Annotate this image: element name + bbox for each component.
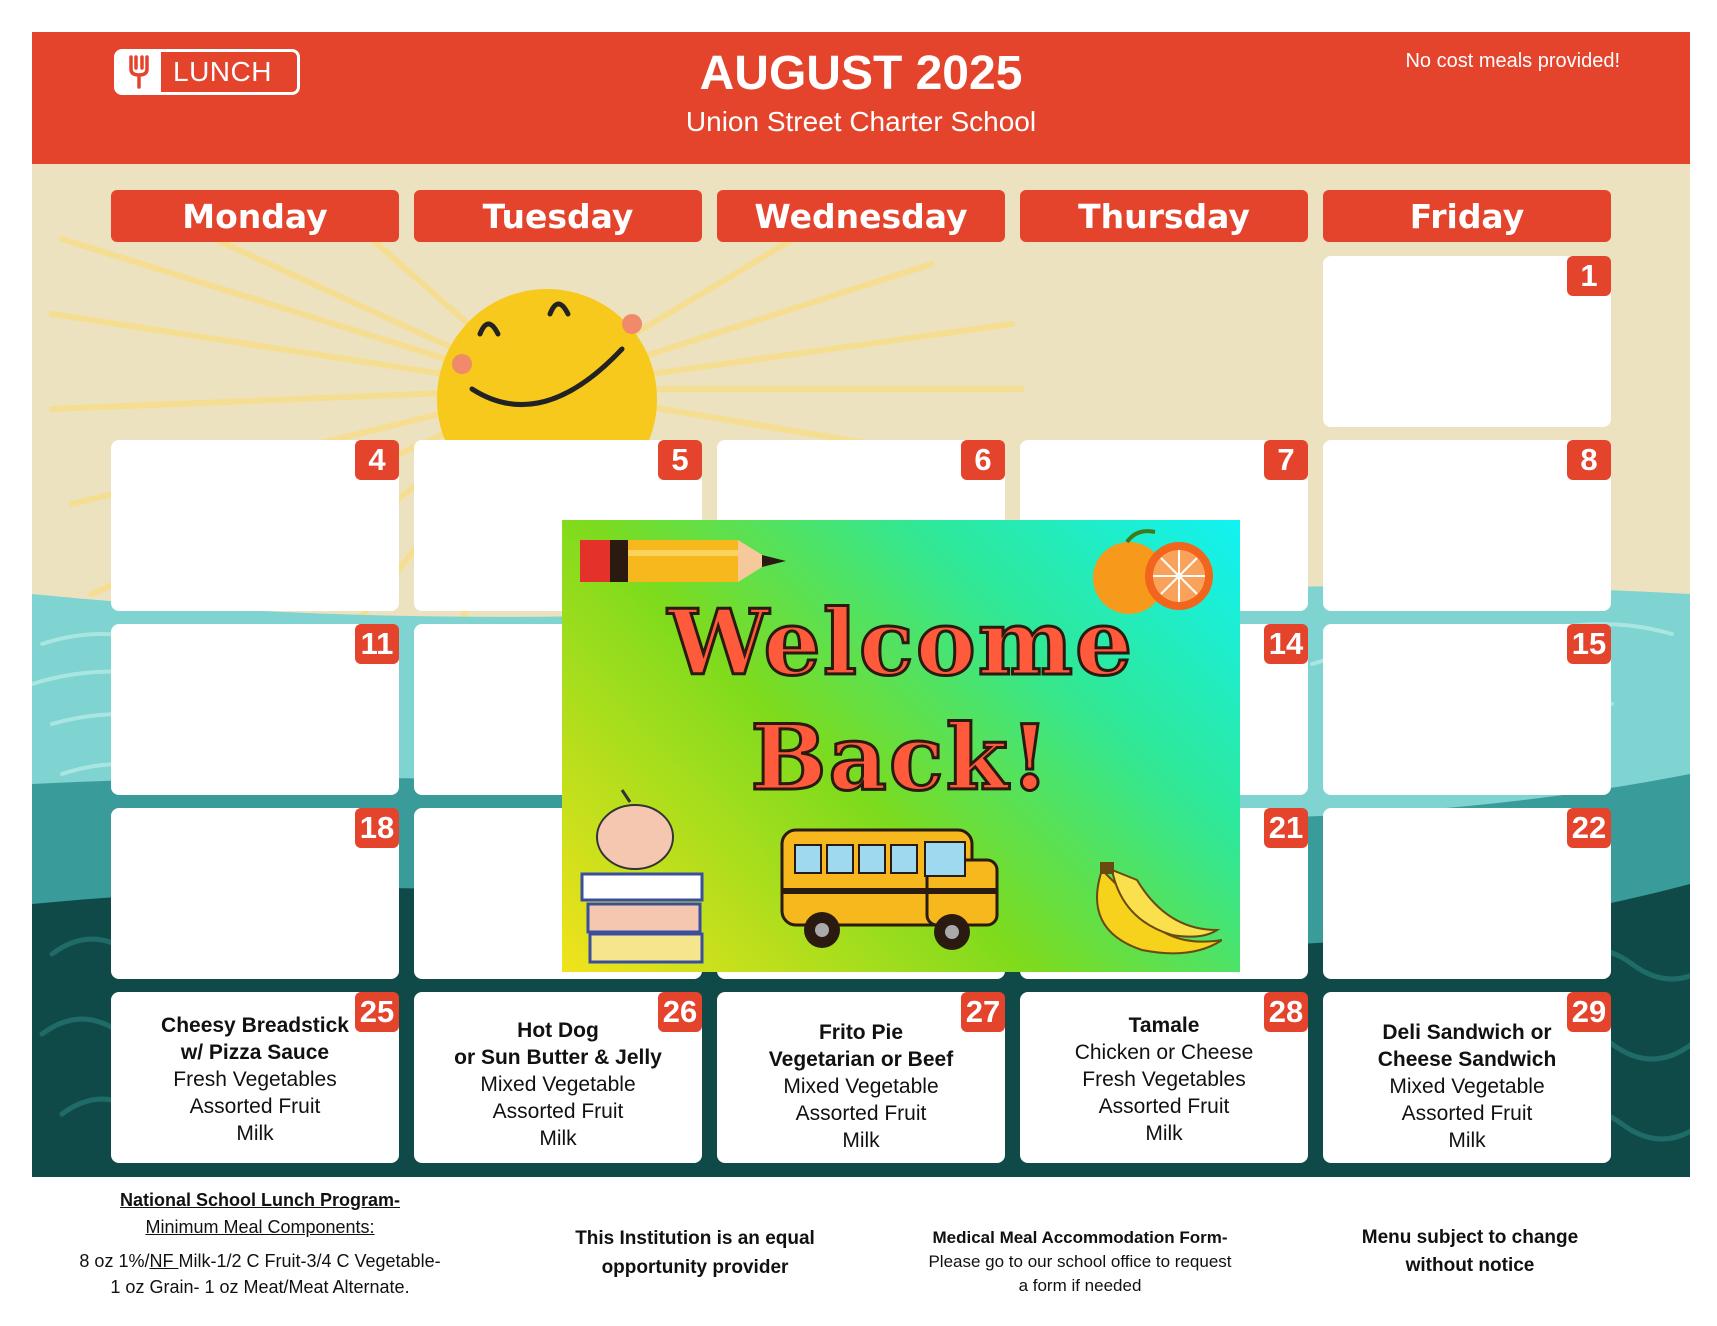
equal-line: This Institution is an equal (575, 1228, 815, 1249)
menu-main: Deli Sandwich or (1382, 1021, 1552, 1044)
menu-main: Cheese Sandwich (1377, 1048, 1557, 1071)
menu-side: Assorted Fruit (795, 1102, 927, 1125)
nslp-text: NF (149, 1251, 179, 1271)
date-number: 1 (1567, 256, 1611, 296)
menu-side: Milk (842, 1129, 880, 1152)
menu-side: Assorted Fruit (1098, 1095, 1230, 1118)
menu-side: Mixed Vegetable (1389, 1075, 1545, 1098)
date-number: 22 (1567, 808, 1611, 848)
date-number: 21 (1264, 808, 1308, 848)
welcome-back-graphic (562, 520, 1240, 972)
nslp-text: Milk-1/2 C Fruit-3/4 C Vegetable- (178, 1251, 441, 1271)
date-number: 15 (1567, 624, 1611, 664)
no-cost-note: No cost meals provided! (1405, 50, 1620, 72)
date-number: 25 (355, 992, 399, 1032)
menu-side: Assorted Fruit (492, 1100, 624, 1123)
nslp-title: National School Lunch Program- (119, 1190, 401, 1210)
medical-accommodation-notice (895, 1226, 1265, 1298)
day-header-monday: Monday (111, 190, 399, 242)
menu-main: w/ Pizza Sauce (180, 1041, 330, 1064)
menu-side: Mixed Vegetable (783, 1075, 939, 1098)
back-heading: Back! (750, 705, 1052, 811)
welcome-heading: Welcome (667, 590, 1135, 696)
menu-side: Milk (1448, 1129, 1486, 1152)
menu-side: Mixed Vegetable (480, 1073, 636, 1096)
change-line: without notice (1405, 1255, 1535, 1276)
page-title: AUGUST 2025 (699, 47, 1023, 100)
day-header-tuesday: Tuesday (414, 190, 702, 242)
calendar-day-18 (111, 808, 399, 979)
day-header-thursday: Thursday (1020, 190, 1308, 242)
equal-opportunity-notice (545, 1224, 845, 1282)
menu-entry (117, 1012, 393, 1147)
date-number: 11 (355, 624, 399, 664)
calendar-day-1 (1323, 256, 1611, 427)
nslp-text: 8 oz 1%/ (79, 1251, 150, 1271)
date-number: 26 (658, 992, 702, 1032)
pencil-icon (580, 536, 790, 586)
calendar-day-8 (1323, 440, 1611, 611)
date-number: 5 (658, 440, 702, 480)
menu-main: or Sun Butter & Jelly (454, 1046, 662, 1069)
menu-side: Assorted Fruit (189, 1095, 321, 1118)
calendar-day-29 (1323, 992, 1611, 1163)
medical-line: a form if needed (1018, 1276, 1142, 1295)
menu-main: Hot Dog (517, 1019, 599, 1042)
calendar-day-15 (1323, 624, 1611, 795)
menu-side: Milk (1145, 1122, 1183, 1145)
nslp-notice (40, 1190, 480, 1300)
medical-line: Please go to our school office to request (928, 1252, 1232, 1271)
equal-line: opportunity provider (601, 1257, 789, 1278)
menu-side: Assorted Fruit (1401, 1102, 1533, 1125)
calendar-day-11 (111, 624, 399, 795)
date-number: 14 (1264, 624, 1308, 664)
menu-entry (723, 1019, 999, 1154)
date-number: 28 (1264, 992, 1308, 1032)
menu-side: Milk (539, 1127, 577, 1150)
menu-change-notice (1320, 1224, 1620, 1280)
menu-side: Fresh Vegetables (173, 1068, 337, 1091)
menu-main: Frito Pie (818, 1021, 903, 1044)
menu-entry (1329, 1019, 1605, 1154)
menu-main: Tamale (1128, 1014, 1200, 1037)
menu-side: Chicken or Cheese (1074, 1041, 1254, 1064)
date-number: 8 (1567, 440, 1611, 480)
change-line: Menu subject to change (1361, 1227, 1579, 1248)
calendar-frame (32, 32, 1690, 1177)
calendar-header (32, 32, 1690, 164)
date-number: 18 (355, 808, 399, 848)
nslp-components (40, 1248, 480, 1300)
school-bus-icon (777, 820, 1007, 960)
logo-label: LUNCH (173, 56, 272, 87)
medical-title: Medical Meal Accommodation Form- (932, 1228, 1228, 1247)
apple-books-icon (570, 782, 710, 967)
day-header-wednesday: Wednesday (717, 190, 1005, 242)
calendar-day-4 (111, 440, 399, 611)
date-number: 7 (1264, 440, 1308, 480)
nslp-subtitle: Minimum Meal Components: (145, 1217, 375, 1237)
date-number: 29 (1567, 992, 1611, 1032)
calendar-day-25 (111, 992, 399, 1163)
menu-side: Milk (236, 1122, 274, 1145)
school-name: Union Street Charter School (685, 106, 1037, 137)
bananas-icon (1082, 860, 1222, 960)
date-number: 6 (961, 440, 1005, 480)
calendar-day-27 (717, 992, 1005, 1163)
nslp-text: 1 oz Grain- 1 oz Meat/Meat Alternate. (110, 1277, 410, 1297)
menu-side: Fresh Vegetables (1082, 1068, 1246, 1091)
calendar-day-22 (1323, 808, 1611, 979)
menu-main: Vegetarian or Beef (768, 1048, 954, 1071)
date-number: 27 (961, 992, 1005, 1032)
calendar-day-28 (1020, 992, 1308, 1163)
day-header-friday: Friday (1323, 190, 1611, 242)
date-number: 4 (355, 440, 399, 480)
menu-entry (420, 1017, 696, 1152)
calendar-day-26 (414, 992, 702, 1163)
menu-main: Cheesy Breadstick (161, 1014, 349, 1037)
menu-entry (1026, 1012, 1302, 1147)
